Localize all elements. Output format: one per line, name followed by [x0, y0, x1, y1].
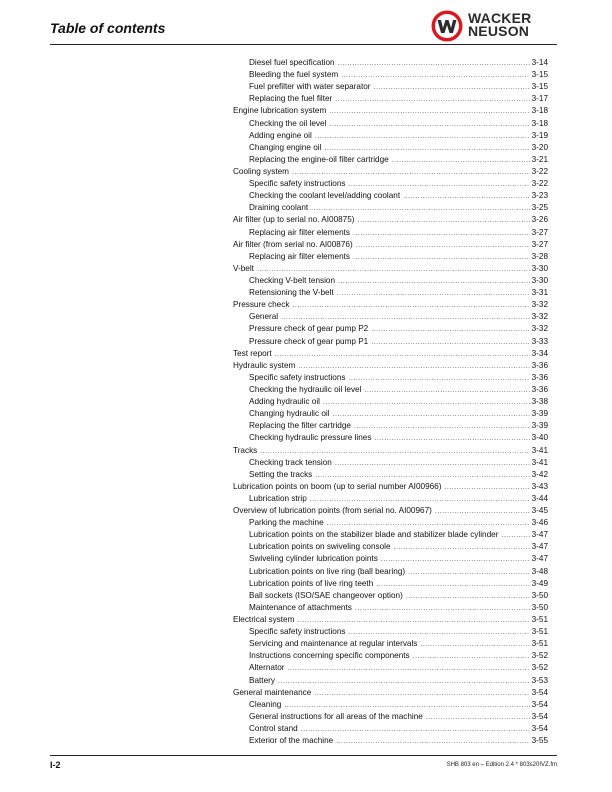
- toc-entry-page: 3-18: [531, 118, 548, 128]
- toc-entry-page: 3-36: [531, 372, 548, 382]
- toc-entry-page: 3-42: [531, 469, 548, 479]
- toc-entry-page: 3-15: [531, 70, 548, 80]
- toc-entry-title: Hydraulic system: [233, 360, 296, 370]
- toc-section[interactable]: [233, 481, 548, 493]
- toc-subentry[interactable]: [233, 154, 548, 166]
- toc-entry-page: 3-48: [531, 566, 548, 576]
- toc-dot-leader: [333, 409, 530, 421]
- toc-entry-title: Exterior of the machine: [249, 736, 334, 746]
- toc-entry-page: 3-32: [531, 300, 548, 310]
- toc-entry-page: 3-32: [531, 324, 548, 334]
- toc-entry-title: Control stand: [249, 724, 298, 734]
- toc-dot-leader: [413, 651, 530, 663]
- toc-entry-title: Alternator: [249, 663, 285, 673]
- toc-dot-leader: [278, 676, 530, 688]
- toc-entry-title: Test report: [233, 348, 272, 358]
- toc-entry-page: 3-14: [531, 58, 548, 67]
- toc-subentry[interactable]: [233, 311, 548, 323]
- toc-section[interactable]: [233, 239, 548, 251]
- toc-subentry[interactable]: [233, 275, 548, 287]
- toc-subentry[interactable]: [233, 178, 548, 190]
- toc-section[interactable]: [233, 445, 548, 457]
- toc-entry-title: Replacing the fuel filter: [249, 94, 333, 104]
- toc-subentry[interactable]: [233, 227, 548, 239]
- toc-entry-title: Specific safety instructions: [249, 179, 346, 189]
- toc-entry-title: Checking the oil level: [249, 118, 327, 128]
- toc-dot-leader: [336, 736, 529, 748]
- brand-line-2: NEUSON: [468, 23, 530, 39]
- toc-entry-page: 3-54: [531, 699, 548, 709]
- toc-dot-leader: [403, 191, 529, 203]
- toc-entry-title: Lubrication strip: [249, 493, 307, 503]
- toc-entry-page: 3-30: [531, 275, 548, 285]
- toc-entry-page: 3-26: [531, 215, 548, 225]
- toc-entry-title: Overview of lubrication points (from serial no. AI00967): [233, 506, 432, 516]
- toc-entry-page: 3-49: [531, 578, 548, 588]
- toc-entry-page: 3-39: [531, 409, 548, 419]
- toc-subentry[interactable]: [233, 408, 548, 420]
- toc-dot-leader: [329, 106, 529, 118]
- toc-dot-leader: [354, 421, 530, 433]
- toc-entry-page: 3-39: [531, 421, 548, 431]
- toc-dot-leader: [353, 252, 530, 264]
- toc-dot-leader: [444, 482, 529, 494]
- toc-entry-title: Replacing air filter elements: [249, 251, 351, 261]
- toc-entry-title: Specific safety instructions: [249, 627, 346, 637]
- toc-entry-page: 3-22: [531, 166, 548, 176]
- toc-subentry[interactable]: [233, 202, 548, 214]
- toc-entry-title: Lubrication points on boom (up to serial number AI00966): [233, 481, 442, 491]
- toc-dot-leader: [371, 337, 529, 349]
- toc-dot-leader: [374, 433, 529, 445]
- toc-subentry[interactable]: [233, 529, 548, 541]
- toc-entry-title: Lubrication points on live ring (ball bearing): [249, 566, 406, 576]
- toc-entry-page: 3-44: [531, 493, 548, 503]
- toc-entry-title: General instructions for all areas of the machine: [249, 711, 423, 721]
- toc-entry-title: Checking the hydraulic oil level: [249, 384, 362, 394]
- toc-subentry[interactable]: [233, 69, 548, 81]
- toc-dot-leader: [435, 506, 530, 518]
- toc-entry-page: 3-53: [531, 675, 548, 685]
- toc-entry-page: 3-20: [531, 142, 548, 152]
- toc-subentry[interactable]: [233, 602, 548, 614]
- toc-dot-leader: [337, 288, 530, 300]
- toc-subentry[interactable]: [233, 384, 548, 396]
- wacker-neuson-w-icon: [431, 10, 463, 42]
- toc-entry-title: Cleaning: [249, 699, 282, 709]
- toc-dot-leader: [335, 458, 530, 470]
- toc-dot-leader: [408, 567, 530, 579]
- toc-dot-leader: [329, 119, 529, 131]
- toc-entry-title: Specific safety instructions: [249, 372, 346, 382]
- toc-dot-leader: [275, 349, 530, 361]
- toc-subentry[interactable]: [233, 190, 548, 202]
- toc-dot-leader: [406, 591, 530, 603]
- toc-entry-page: 3-40: [531, 433, 548, 443]
- toc-entry-title: Engine lubrication system: [233, 106, 327, 116]
- toc-entry-title: Parking the machine: [249, 518, 324, 528]
- toc-section[interactable]: [233, 360, 548, 372]
- toc-subentry[interactable]: [233, 723, 548, 735]
- toc-entry-page: 3-52: [531, 663, 548, 673]
- toc-subentry[interactable]: [233, 81, 548, 93]
- toc-entry-page: 3-15: [531, 82, 548, 92]
- toc-entry-title: V-belt: [233, 263, 254, 273]
- toc-dot-leader: [392, 155, 530, 167]
- toc-entry-page: 3-51: [531, 639, 548, 649]
- toc-entry-title: Fuel prefilter with water separator: [249, 82, 371, 92]
- toc-entry-page: 3-32: [531, 312, 548, 322]
- toc-dot-leader: [292, 300, 529, 312]
- toc-subentry[interactable]: [233, 130, 548, 142]
- toc-subentry[interactable]: [233, 396, 548, 408]
- toc-entry-title: Lubrication points of live ring teeth: [249, 578, 374, 588]
- toc-entry-title: Setting the tracks: [249, 469, 313, 479]
- toc-dot-leader: [315, 131, 530, 143]
- toc-entry-title: Bleeding the fuel system: [249, 70, 339, 80]
- toc-dot-leader: [338, 58, 530, 70]
- toc-entry-page: 3-51: [531, 615, 548, 625]
- toc-subentry[interactable]: [233, 493, 548, 505]
- toc-entry-title: Ball sockets (ISO/SAE changeover option): [249, 590, 403, 600]
- toc-subentry[interactable]: [233, 118, 548, 130]
- toc-entry-title: Checking hydraulic pressure lines: [249, 433, 372, 443]
- toc-subentry[interactable]: [233, 432, 548, 444]
- footer-divider: [50, 755, 557, 756]
- toc-entry-title: Pressure check of gear pump P2: [249, 324, 369, 334]
- toc-entry-title: Air filter (from serial no. AI00876): [233, 239, 353, 249]
- toc-dot-leader: [420, 639, 529, 651]
- toc-section[interactable]: [233, 687, 548, 699]
- toc-dot-leader: [364, 385, 529, 397]
- toc-dot-leader: [353, 228, 530, 240]
- toc-entry-title: Changing hydraulic oil: [249, 409, 330, 419]
- toc-subentry[interactable]: [233, 626, 548, 638]
- page-title: Table of contents: [50, 20, 166, 36]
- toc-subentry[interactable]: [233, 57, 548, 69]
- toc-subentry[interactable]: [233, 553, 548, 565]
- toc-subentry[interactable]: [233, 457, 548, 469]
- toc-subentry[interactable]: [233, 650, 548, 662]
- toc-entry-page: 3-50: [531, 602, 548, 612]
- toc-dot-leader: [356, 240, 530, 252]
- toc-subentry[interactable]: [233, 699, 548, 711]
- toc-entry-page: 3-41: [531, 457, 548, 467]
- toc-entry-title: Adding engine oil: [249, 130, 312, 140]
- toc-entry-title: Checking V-belt tension: [249, 275, 336, 285]
- toc-entry-page: 3-54: [531, 687, 548, 697]
- toc-subentry[interactable]: [233, 142, 548, 154]
- toc-section[interactable]: [233, 263, 548, 275]
- toc-subentry[interactable]: [233, 420, 548, 432]
- toc-subentry[interactable]: [233, 517, 548, 529]
- table-of-contents: [233, 57, 548, 747]
- toc-subentry[interactable]: [233, 590, 548, 602]
- toc-subentry[interactable]: [233, 578, 548, 590]
- toc-subentry[interactable]: [233, 735, 548, 747]
- toc-entry-page: 3-27: [531, 239, 548, 249]
- toc-entry-page: 3-41: [531, 445, 548, 455]
- toc-section[interactable]: [233, 614, 548, 626]
- toc-entry-page: 3-27: [531, 227, 548, 237]
- toc-entry-title: Maintenance of attachments: [249, 602, 352, 612]
- toc-subentry[interactable]: [233, 287, 548, 299]
- toc-entry-page: 3-54: [531, 711, 548, 721]
- toc-entry-title: General: [249, 312, 279, 322]
- toc-entry-page: 3-30: [531, 263, 548, 273]
- toc-subentry[interactable]: [233, 711, 548, 723]
- toc-entry-title: Lubrication points on the stabilizer blade and stabilizer blade cylinder: [249, 530, 499, 540]
- toc-entry-title: Pressure check: [233, 300, 290, 310]
- footer-document-info: SHB 803 en – Edition 2.4 * 803s20IVZ.fm: [446, 762, 557, 768]
- toc-entry-title: General maintenance: [233, 687, 312, 697]
- toc-entry-page: 3-28: [531, 251, 548, 261]
- toc-entry-title: Battery: [249, 675, 275, 685]
- header-divider: [50, 44, 557, 45]
- toc-section[interactable]: [233, 299, 548, 311]
- toc-entry-page: 3-45: [531, 506, 548, 516]
- toc-entry-page: 3-50: [531, 590, 548, 600]
- toc-entry-page: 3-17: [531, 94, 548, 104]
- toc-entry-page: 3-34: [531, 348, 548, 358]
- toc-subentry[interactable]: [233, 662, 548, 674]
- toc-subentry[interactable]: [233, 251, 548, 263]
- toc-dot-leader: [335, 94, 529, 106]
- toc-section[interactable]: [233, 505, 548, 517]
- toc-entry-title: Air filter (up to serial no. AI00875): [233, 215, 355, 225]
- toc-entry-title: Replacing the engine-oil filter cartridge: [249, 154, 389, 164]
- toc-entry-title: Cooling system: [233, 166, 289, 176]
- toc-dot-leader: [501, 530, 529, 542]
- toc-entry-page: 3-22: [531, 179, 548, 189]
- toc-entry-page: 3-18: [531, 106, 548, 116]
- toc-subentry[interactable]: [233, 566, 548, 578]
- toc-subentry[interactable]: [233, 675, 548, 687]
- brand-logo: [431, 10, 557, 42]
- toc-dot-leader: [338, 276, 530, 288]
- toc-subentry[interactable]: [233, 336, 548, 348]
- brand-wordmark: [468, 12, 531, 38]
- toc-dot-leader: [355, 603, 530, 615]
- toc-dot-leader: [301, 724, 530, 736]
- toc-dot-leader: [288, 663, 530, 675]
- toc-entry-title: Electrical system: [233, 615, 295, 625]
- toc-entry-title: Pressure check of gear pump P1: [249, 336, 369, 346]
- toc-entry-page: 3-46: [531, 518, 548, 528]
- footer-page-number: I-2: [50, 760, 61, 770]
- toc-entry-title: Checking the coolant level/adding coolant: [249, 191, 401, 201]
- toc-entry-page: 3-25: [531, 203, 548, 213]
- toc-dot-leader: [394, 542, 530, 554]
- toc-entry-page: 3-21: [531, 154, 548, 164]
- toc-dot-leader: [323, 397, 530, 409]
- toc-subentry[interactable]: [233, 638, 548, 650]
- toc-entry-page: 3-38: [531, 397, 548, 407]
- toc-entry-page: 3-55: [531, 736, 548, 746]
- toc-entry-page: 3-47: [531, 542, 548, 552]
- toc-entry-page: 3-33: [531, 336, 548, 346]
- toc-entry-title: Instructions concerning specific components: [249, 651, 410, 661]
- toc-entry-title: Lubrication points on swiveling console: [249, 542, 391, 552]
- toc-dot-leader: [358, 215, 530, 227]
- toc-dot-leader: [314, 688, 529, 700]
- toc-entry-page: 3-52: [531, 651, 548, 661]
- toc-entry-page: 3-51: [531, 627, 548, 637]
- toc-entry-page: 3-36: [531, 360, 548, 370]
- toc-dot-leader: [426, 712, 530, 724]
- toc-entry-title: Swiveling cylinder lubrication points: [249, 554, 378, 564]
- toc-entry-page: 3-23: [531, 191, 548, 201]
- toc-entry-page: 3-43: [531, 481, 548, 491]
- brand-line-1: WACKER: [468, 10, 532, 26]
- toc-dot-leader: [374, 82, 530, 94]
- toc-section[interactable]: [233, 105, 548, 117]
- toc-section[interactable]: [233, 214, 548, 226]
- toc-subentry[interactable]: [233, 541, 548, 553]
- toc-entry-page: 3-31: [531, 288, 548, 298]
- toc-entry-title: Replacing air filter elements: [249, 227, 351, 237]
- toc-subentry[interactable]: [233, 323, 548, 335]
- toc-entry-title: Changing engine oil: [249, 142, 322, 152]
- toc-dot-leader: [371, 324, 529, 336]
- toc-entry-title: Draining coolant: [249, 203, 309, 213]
- toc-entry-page: 3-47: [531, 554, 548, 564]
- toc-entry-title: Servicing and maintenance at regular intervals: [249, 639, 418, 649]
- toc-subentry[interactable]: [233, 469, 548, 481]
- toc-entry-title: Checking track tension: [249, 457, 332, 467]
- toc-subentry[interactable]: [233, 93, 548, 105]
- toc-section[interactable]: [233, 348, 548, 360]
- toc-entry-title: Adding hydraulic oil: [249, 397, 321, 407]
- toc-entry-title: Diesel fuel specification: [249, 58, 335, 67]
- toc-section[interactable]: [233, 166, 548, 178]
- toc-entry-page: 3-19: [531, 130, 548, 140]
- toc-entry-page: 3-36: [531, 384, 548, 394]
- toc-entry-page: 3-47: [531, 530, 548, 540]
- toc-entry-page: 3-54: [531, 724, 548, 734]
- toc-dot-leader: [348, 373, 529, 385]
- toc-subentry[interactable]: [233, 372, 548, 384]
- toc-entry-title: Retensioning the V-belt: [249, 288, 334, 298]
- toc-entry-title: Replacing the filter cartridge: [249, 421, 351, 431]
- toc-entry-title: Tracks: [233, 445, 258, 455]
